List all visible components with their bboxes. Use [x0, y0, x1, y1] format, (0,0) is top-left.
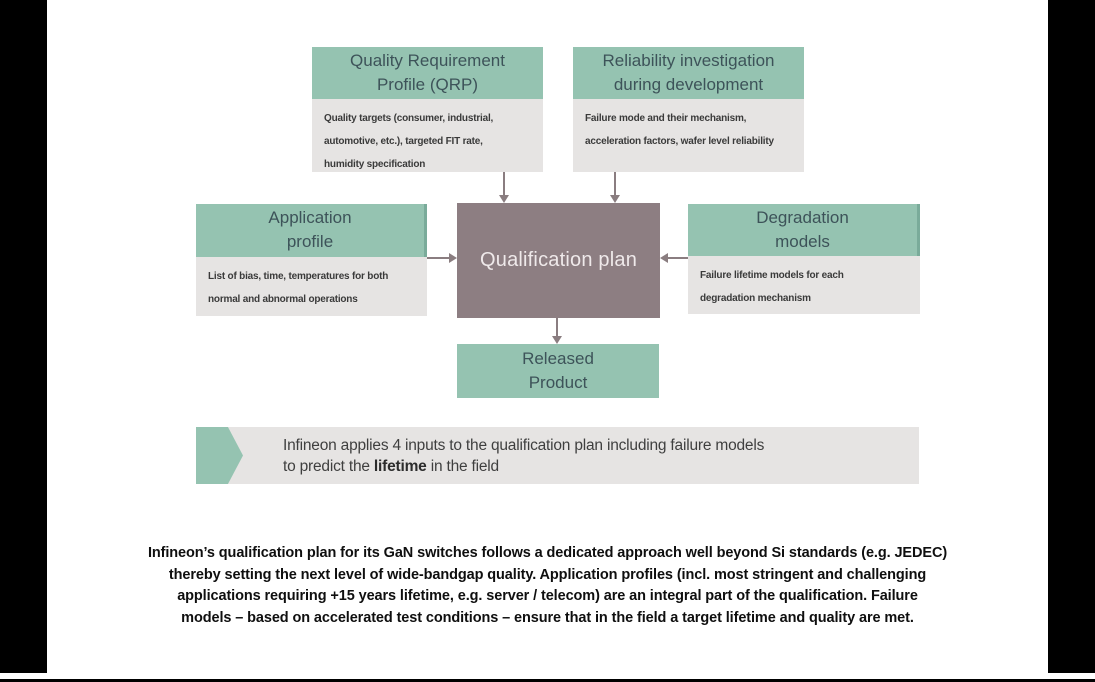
box-body-line: Failure lifetime models for each: [700, 270, 844, 281]
box-body-line: List of bias, time, temperatures for both: [208, 271, 389, 282]
box-quality-requirement-profile: [312, 47, 543, 172]
banner-line-1: Infineon applies 4 inputs to the qualification plan including failure models: [283, 436, 765, 454]
arrowhead-down-icon: [552, 336, 562, 344]
arrow-reliability-to-plan: [614, 172, 616, 196]
box-released-product: [457, 344, 659, 398]
banner-line2-bold: lifetime: [373, 457, 427, 475]
banner-line2-prefix: to predict the: [283, 457, 374, 475]
arrowhead-down-icon: [499, 195, 509, 203]
banner-line-2: [283, 456, 919, 477]
box-title-line: Profile (QRP): [376, 75, 479, 94]
box-reliability-investigation: [573, 47, 804, 172]
caption-line: Infineon’s qualification plan for its GaN switches follows a dedicated approach well beyond Si standards (e.g. JEDEC): [147, 545, 948, 561]
box-degradation-models-header: [688, 204, 920, 256]
banner-line2-suffix: in the field: [426, 457, 499, 475]
arrow-application-to-plan: [427, 257, 449, 259]
box-title-line: profile: [286, 232, 334, 251]
arrowhead-down-icon: [610, 195, 620, 203]
left-black-frame: [0, 0, 47, 673]
arrowhead-right-icon: [449, 253, 457, 263]
box-degradation-models-body: [688, 256, 920, 314]
box-title-line: Application: [268, 208, 352, 227]
box-title-line: models: [775, 232, 830, 251]
box-degradation-models: [688, 204, 920, 314]
box-title-line: Product: [528, 373, 588, 392]
box-application-profile-body: [196, 257, 427, 316]
box-reliability-investigation-header: [573, 47, 804, 99]
box-body-line: degradation mechanism: [700, 293, 811, 304]
box-body-line: automotive, etc.), targeted FIT rate,: [324, 136, 483, 147]
box-body-line: Failure mode and their mechanism,: [585, 113, 747, 124]
box-body-line: acceleration factors, wafer level reliability: [585, 136, 774, 147]
box-title-line: Released: [522, 349, 594, 368]
box-reliability-investigation-body: [573, 99, 804, 172]
box-title-line: during development: [613, 75, 764, 94]
arrow-qrp-to-plan: [503, 172, 505, 196]
arrowhead-left-icon: [660, 253, 668, 263]
box-quality-requirement-profile-body: [312, 99, 543, 172]
box-body-line: humidity specification: [324, 159, 426, 170]
arrow-plan-to-released: [556, 318, 558, 337]
caption-line: thereby setting the next level of wide-bandgap quality. Application profiles (incl. most stringent and challenging: [168, 566, 927, 583]
box-title-line: Degradation: [756, 208, 849, 227]
qualification-plan-title: Qualification plan: [479, 249, 638, 271]
box-application-profile: [196, 204, 427, 316]
caption-line: models – based on accelerated test conditions – ensure that in the field a target lifetime and quality are met.: [181, 609, 914, 626]
box-title-line: Quality Requirement: [350, 51, 505, 70]
arrow-degradation-to-plan: [668, 257, 688, 259]
summary-banner: [196, 427, 919, 484]
box-body-line: normal and abnormal operations: [208, 294, 358, 305]
caption-paragraph: [57, 543, 1038, 629]
box-title-line: Reliability investigation: [602, 51, 775, 70]
right-black-frame: [1048, 0, 1095, 673]
box-body-line: Quality targets (consumer, industrial,: [324, 113, 494, 124]
box-application-profile-header: [196, 204, 427, 257]
caption-line: applications requiring +15 years lifetime, e.g. server / telecom) are an integral part of the qualification. Failure: [177, 588, 918, 604]
box-qualification-plan: [457, 203, 660, 318]
box-quality-requirement-profile-header: [312, 47, 543, 99]
